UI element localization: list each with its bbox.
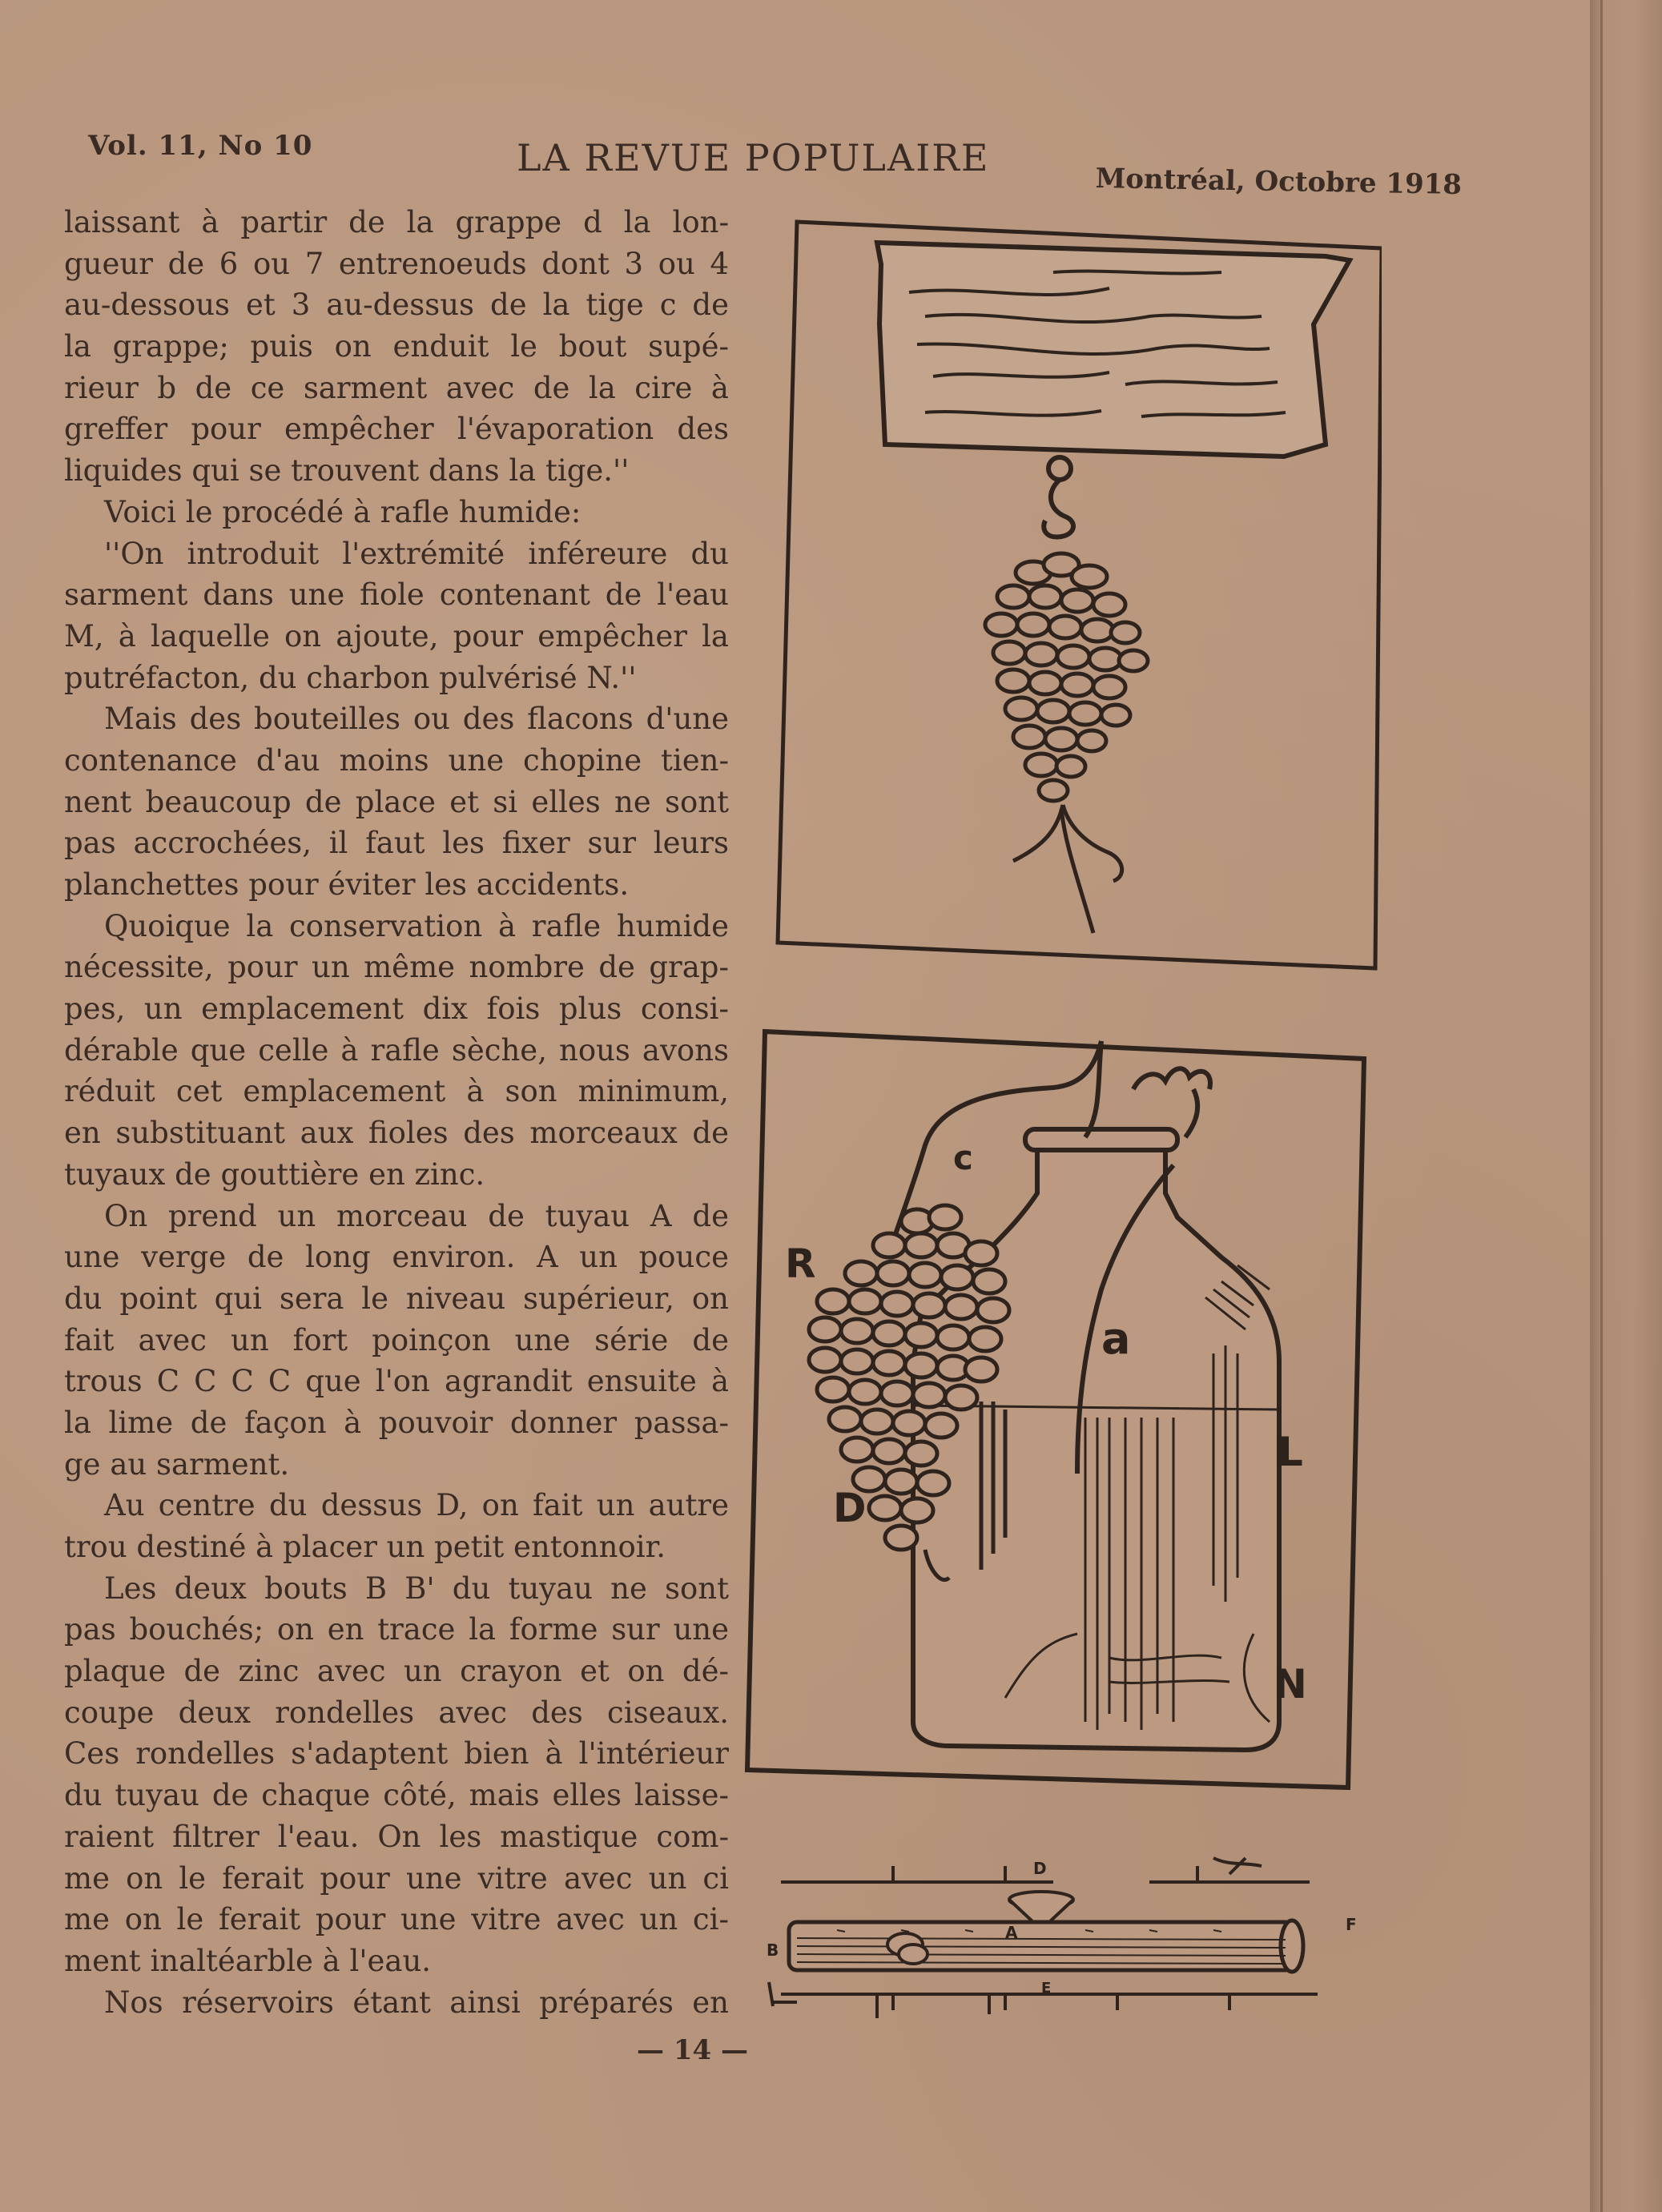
text-line: On prend un morceau de tuyau A de <box>104 1198 729 1233</box>
volume-number: Vol. 11, No 10 <box>88 130 313 162</box>
figure-hanging-grapes <box>773 212 1382 973</box>
pipe-label-a: A <box>1005 1923 1018 1942</box>
text-line: trou destiné à placer un petit entonnoir. <box>64 1530 666 1564</box>
text-line: me on le ferait pour une vitre avec un ci- <box>64 1902 729 1937</box>
text-line: Au centre du dessus D, on fait un autre <box>104 1488 729 1523</box>
text-line: trous C C C C que l'on agrandit ensuite à <box>64 1364 729 1399</box>
hook-icon <box>1044 457 1073 537</box>
text-line: nent beaucoup de place et si elles ne sont <box>64 784 729 819</box>
figure-label-n: N <box>1274 1661 1307 1707</box>
text-line: greffer pour empêcher l'évaporation des <box>64 412 729 447</box>
figure-gutter-pipe <box>749 1850 1374 2018</box>
figure-label-r: R <box>785 1241 816 1287</box>
text-line: ''On introduit l'extrémité inféreure du <box>104 536 729 571</box>
text-line: rieur b de ce sarment avec de la cire à <box>64 370 729 405</box>
text-line: Nos réservoirs étant ainsi préparés en <box>104 1985 729 2020</box>
text-line: Quoique la conservation à rafle humide <box>104 908 729 943</box>
figure-label-d: D <box>833 1485 867 1531</box>
text-line: gueur de 6 ou 7 entrenoeuds dont 3 ou 4 <box>64 246 729 281</box>
figure-bottle-grapes-drawing <box>741 1025 1370 1790</box>
pipe-label-f: F <box>1346 1915 1357 1934</box>
figure-gutter-pipe-drawing <box>749 1850 1374 2018</box>
text-line: laissant à partir de la grappe d la lon- <box>64 205 729 239</box>
text-line: coupe deux rondelles avec des ciseaux. <box>64 1695 729 1730</box>
text-line: en substituant aux fioles des morceaux de <box>64 1116 729 1151</box>
text-line: me on le ferait pour une vitre avec un ci <box>64 1860 729 1896</box>
pipe-label-e: E <box>1041 1980 1052 1997</box>
funnel-icon <box>1009 1892 1073 1922</box>
figure-label-l: L <box>1278 1429 1303 1475</box>
figure-label-c: c <box>953 1138 973 1177</box>
wooden-board-icon <box>877 243 1350 456</box>
figure-label-a: a <box>1101 1313 1131 1364</box>
text-line: une verge de long environ. A un pouce <box>64 1240 729 1275</box>
magazine-title: LA REVUE POPULAIRE <box>517 136 990 179</box>
figure-hanging-grapes-drawing <box>773 212 1382 973</box>
text-line: du point qui sera le niveau supérieur, on <box>64 1281 729 1316</box>
text-line: dérable que celle à rafle sèche, nous avons <box>64 1032 729 1068</box>
text-line: réduit cet emplacement à son minimum, <box>64 1074 729 1109</box>
text-line: liquides qui se trouvent dans la tige.'' <box>64 453 630 489</box>
article-column <box>64 202 729 2023</box>
text-line: Mais des bouteilles ou des flacons d'une <box>104 702 729 737</box>
text-line: raient filtrer l'eau. On les mastique com- <box>64 1819 729 1854</box>
grape-cluster-icon <box>985 553 1148 801</box>
text-line: ge au sarment. <box>64 1446 290 1482</box>
text-line: Ces rondelles s'adaptent bien à l'intérieur <box>64 1736 729 1772</box>
text-line: putréfacton, du charbon pulvérisé N.'' <box>64 660 637 695</box>
pipe-label-b: B <box>767 1941 779 1960</box>
text-line: du tuyau de chaque côté, mais elles laisse- <box>64 1778 729 1813</box>
text-line: plaque de zinc avec un crayon et on dé- <box>64 1654 729 1689</box>
figure-bottle-grapes <box>741 1025 1370 1790</box>
text-line: M, à laquelle on ajoute, pour empêcher la <box>64 618 729 654</box>
text-line: Voici le procédé à rafle humide: <box>104 494 581 529</box>
text-line: ment inaltéarble à l'eau. <box>64 1943 432 1978</box>
text-line: sarment dans une fiole contenant de l'eau <box>64 577 729 613</box>
text-line: au-dessous et 3 au-dessus de la tige c de <box>64 288 729 323</box>
text-line: nécessite, pour un même nombre de grap- <box>64 950 729 985</box>
book-gutter-line <box>1600 0 1603 2212</box>
text-line: planchettes pour éviter les accidents. <box>64 867 630 902</box>
text-line: la lime de façon à pouvoir donner passa- <box>64 1405 729 1440</box>
pipe-label-d: D <box>1033 1859 1047 1878</box>
text-line: pas bouchés; on en trace la forme sur une <box>64 1612 729 1647</box>
page-number: — 14 — <box>637 2034 748 2066</box>
text-line: pas accrochées, il faut les fixer sur leurs <box>64 826 729 861</box>
text-line: contenance d'au moins une chopine tien- <box>64 742 729 778</box>
text-line: fait avec un fort poinçon une série de <box>64 1322 729 1357</box>
text-line: pes, un emplacement dix fois plus consi- <box>64 991 729 1027</box>
text-line: tuyaux de gouttière en zinc. <box>64 1156 485 1192</box>
place-date: Montréal, Octobre 1918 <box>1095 163 1463 201</box>
text-line: Les deux bouts B B' du tuyau ne sont <box>104 1571 729 1606</box>
text-line: la grappe; puis on enduit le bout supé- <box>64 329 729 364</box>
